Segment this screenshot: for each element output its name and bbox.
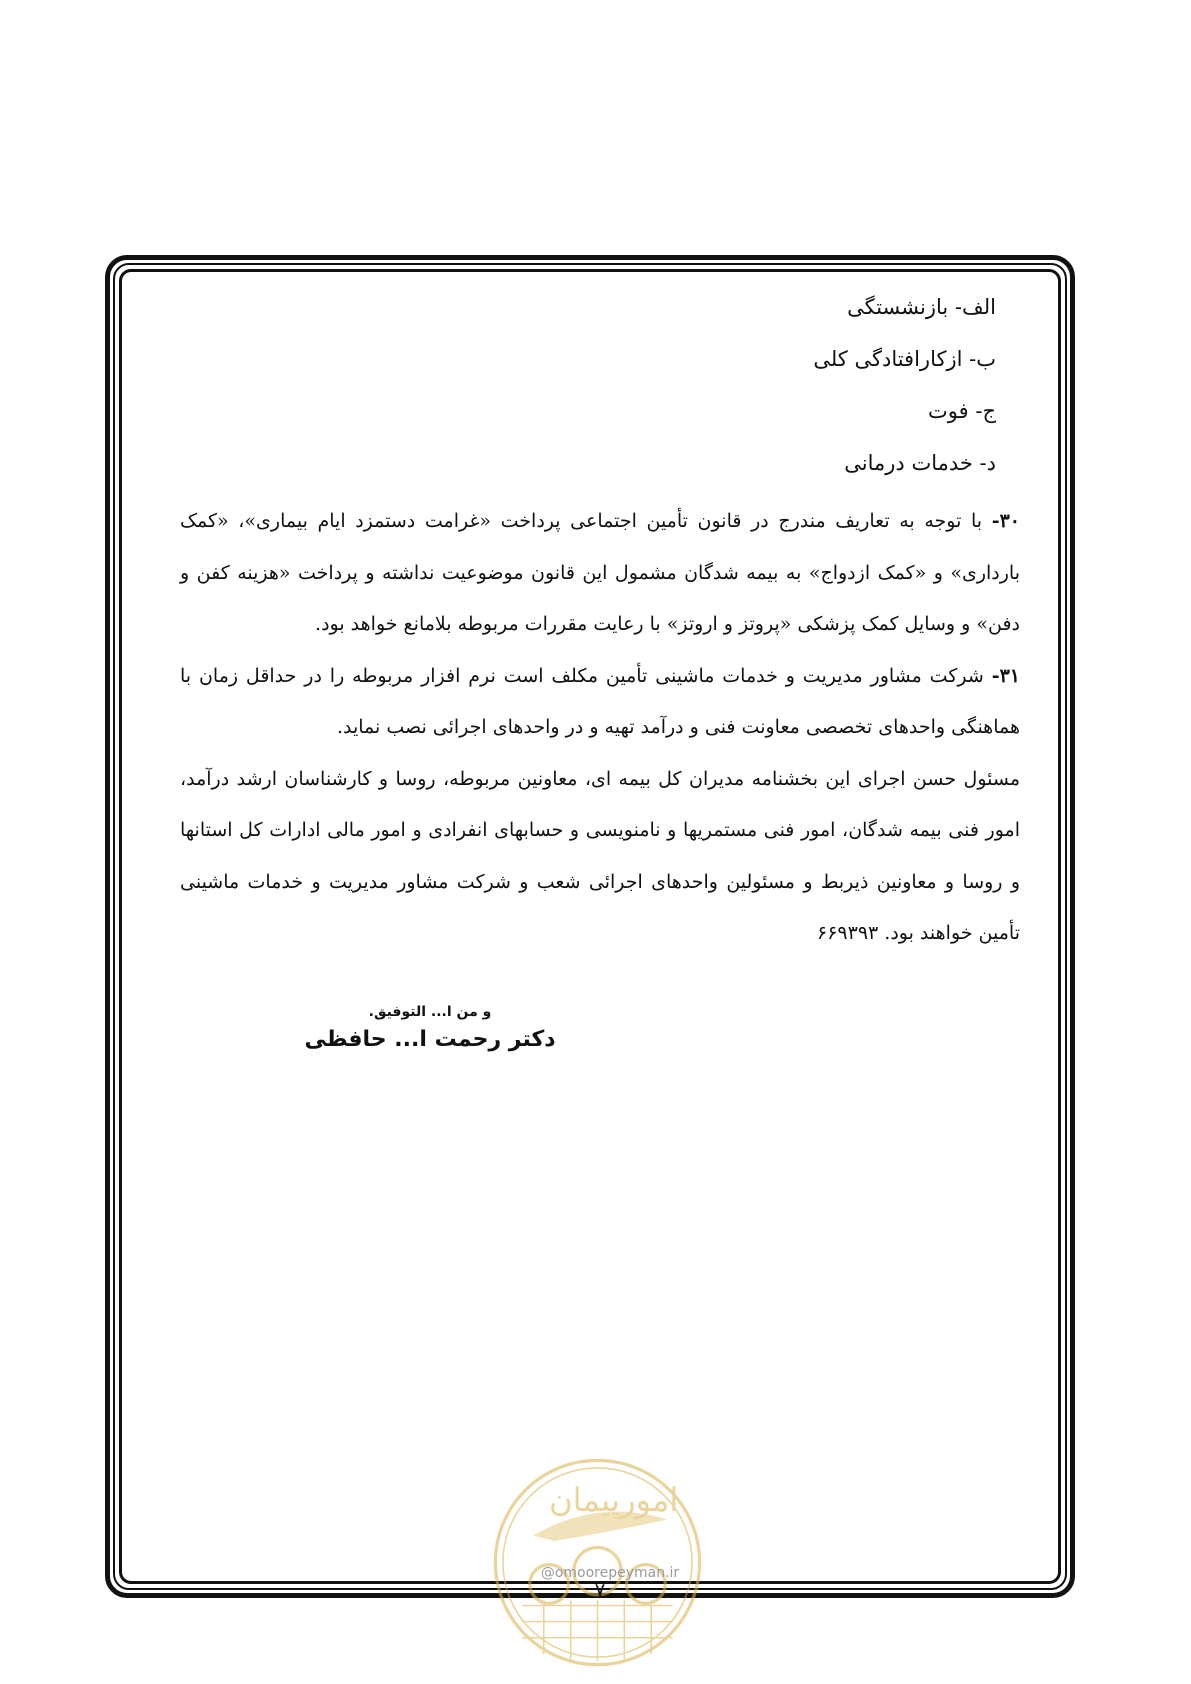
paragraph-number: ۳۰- bbox=[991, 510, 1020, 532]
signatory-name: دکتر رحمت ا... حافظی bbox=[304, 1027, 556, 1052]
paragraph-text: با توجه به تعاریف مندرج در قانون تأمین اجتماعی پرداخت «غرامت دستمزد ایام بیماری»، «کمک بارداری» و «کمک ازدواج» به بیمه شدگان مشمول این قانون موضوعیت نداشته و پرداخت «هزینه کفن و دفن» و وسایل کمک پزشکی «پروتز و اروتز» با رعایت مقررات مربوطه بلامانع خواهد بود. bbox=[180, 510, 1020, 635]
watermark-logo bbox=[490, 1455, 705, 1670]
list-item: ج- فوت bbox=[928, 399, 996, 423]
page-number: ۷ bbox=[594, 1578, 606, 1602]
paragraph-text: شرکت مشاور مدیریت و خدمات ماشینی تأمین مکلف است نرم افزار مربوطه را در حداقل زمان با هماهنگی واحدهای تخصصی معاونت فنی و درآمد تهیه و در واحدهای اجرائی نصب نماید. bbox=[180, 664, 1020, 738]
closing-phrase: و من ا... التوفیق. bbox=[368, 1004, 492, 1020]
paragraph-responsibility bbox=[180, 754, 1020, 960]
paragraph-text: مسئول حسن اجرای این بخشنامه مدیران کل بیمه ای، معاونین مربوطه، روسا و کارشناسان ارشد درآمد، امور فنی بیمه شدگان، امور فنی مستمریها و نامنویسی و حسابهای انفرادی و امور مالی ادارات کل استانها و روسا و معاونین ذیربط و مسئولین واحدهای اجرائی شعب و شرکت مشاور مدیریت و خدمات ماشینی تأمین خواهند بود. ۶۶۹۳۹۳ bbox=[180, 767, 1020, 944]
watermark-logo-text: امورپیمان bbox=[548, 1480, 679, 1519]
signature-block bbox=[280, 1000, 580, 1056]
list-item: د- خدمات درمانی bbox=[844, 451, 996, 475]
document-body bbox=[180, 288, 1020, 960]
watermark-site: @omoorepeyman.ir bbox=[540, 1565, 680, 1581]
paragraph-number: ۳۱- bbox=[991, 664, 1020, 687]
paragraph-31 bbox=[180, 651, 1020, 754]
list-item: ب- ازکارافتادگی کلی bbox=[813, 347, 996, 371]
paragraph-30 bbox=[180, 496, 1020, 651]
list-item: الف- بازنشستگی bbox=[847, 295, 996, 319]
